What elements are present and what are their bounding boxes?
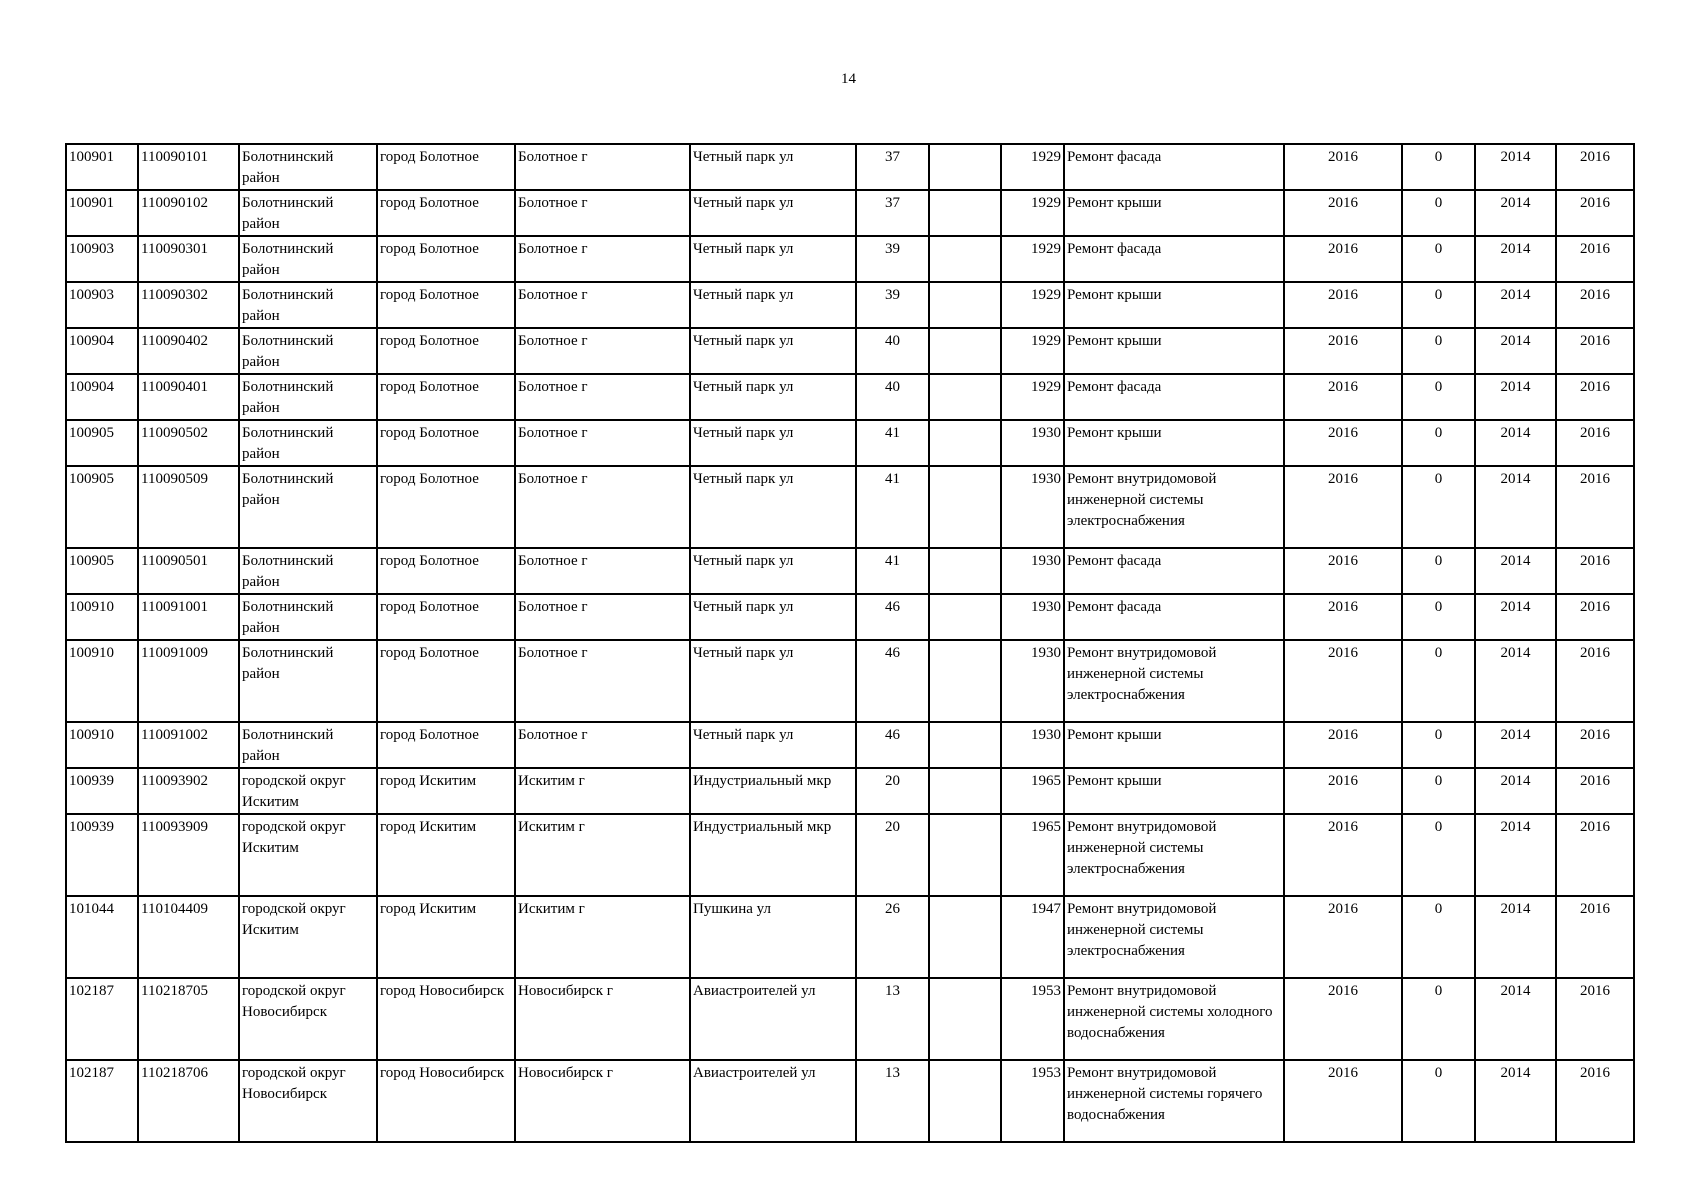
table-row xyxy=(66,1060,1634,1142)
cell-work-id: 110090302 xyxy=(138,282,239,328)
cell-house-number: 46 xyxy=(856,594,929,640)
cell-district: городской округ Искитим xyxy=(239,814,377,896)
cell-work-type: Ремонт внутридомовой инженерной системы горячего водоснабжения xyxy=(1064,1060,1284,1142)
cell-house-number: 13 xyxy=(856,978,929,1060)
table-row xyxy=(66,814,1634,896)
cell-plan-year: 2016 xyxy=(1284,548,1402,594)
cell-construction-year: 1929 xyxy=(1001,328,1064,374)
table-row xyxy=(66,144,1634,190)
cell-locality: Новосибирск г xyxy=(515,1060,690,1142)
cell-construction-year: 1953 xyxy=(1001,978,1064,1060)
cell-work-id: 110218705 xyxy=(138,978,239,1060)
cell-work-id: 110090402 xyxy=(138,328,239,374)
cell-value: 0 xyxy=(1402,768,1475,814)
cell-house-id: 100901 xyxy=(66,144,138,190)
cell-house-number: 41 xyxy=(856,420,929,466)
cell-work-id: 110090401 xyxy=(138,374,239,420)
cell-construction-year: 1929 xyxy=(1001,282,1064,328)
cell-house-number: 26 xyxy=(856,896,929,978)
cell-house-id: 100910 xyxy=(66,640,138,722)
cell-work-id: 110104409 xyxy=(138,896,239,978)
cell-value: 0 xyxy=(1402,896,1475,978)
cell-locality: Болотное г xyxy=(515,722,690,768)
cell-municipality: город Новосибирск xyxy=(377,1060,515,1142)
cell-locality: Болотное г xyxy=(515,236,690,282)
cell-value: 0 xyxy=(1402,190,1475,236)
cell-plan-year: 2016 xyxy=(1284,420,1402,466)
cell-district: Болотнинский район xyxy=(239,548,377,594)
cell-municipality: город Болотное xyxy=(377,236,515,282)
cell-house-number: 37 xyxy=(856,190,929,236)
repair-schedule-table xyxy=(65,143,1635,1143)
cell-district: городской округ Новосибирск xyxy=(239,978,377,1060)
cell-house-number: 41 xyxy=(856,466,929,548)
cell-value: 0 xyxy=(1402,978,1475,1060)
cell-work-type: Ремонт крыши xyxy=(1064,190,1284,236)
cell-street: Четный парк ул xyxy=(690,548,856,594)
cell-plan-year: 2016 xyxy=(1284,722,1402,768)
cell-period-start: 2014 xyxy=(1475,282,1556,328)
cell-house-id: 102187 xyxy=(66,1060,138,1142)
cell-district: Болотнинский район xyxy=(239,374,377,420)
cell-district: городской округ Искитим xyxy=(239,896,377,978)
cell-value: 0 xyxy=(1402,420,1475,466)
table-row xyxy=(66,722,1634,768)
cell-construction-year: 1930 xyxy=(1001,466,1064,548)
cell-work-id: 110090501 xyxy=(138,548,239,594)
cell-work-id: 110090301 xyxy=(138,236,239,282)
cell-house-number: 37 xyxy=(856,144,929,190)
cell-period-end: 2016 xyxy=(1556,814,1634,896)
cell-district: городской округ Искитим xyxy=(239,768,377,814)
table-row xyxy=(66,328,1634,374)
cell-building xyxy=(929,1060,1001,1142)
cell-period-start: 2014 xyxy=(1475,768,1556,814)
table-row xyxy=(66,190,1634,236)
cell-plan-year: 2016 xyxy=(1284,640,1402,722)
cell-period-start: 2014 xyxy=(1475,594,1556,640)
cell-period-end: 2016 xyxy=(1556,1060,1634,1142)
cell-period-start: 2014 xyxy=(1475,236,1556,282)
cell-period-start: 2014 xyxy=(1475,466,1556,548)
cell-street: Пушкина ул xyxy=(690,896,856,978)
cell-plan-year: 2016 xyxy=(1284,466,1402,548)
cell-locality: Болотное г xyxy=(515,144,690,190)
cell-district: Болотнинский район xyxy=(239,466,377,548)
cell-house-id: 100939 xyxy=(66,814,138,896)
cell-house-id: 100905 xyxy=(66,466,138,548)
cell-period-start: 2014 xyxy=(1475,640,1556,722)
cell-house-number: 41 xyxy=(856,548,929,594)
cell-street: Авиастроителей ул xyxy=(690,978,856,1060)
cell-municipality: город Искитим xyxy=(377,896,515,978)
cell-construction-year: 1930 xyxy=(1001,722,1064,768)
cell-plan-year: 2016 xyxy=(1284,896,1402,978)
table-row xyxy=(66,466,1634,548)
cell-value: 0 xyxy=(1402,814,1475,896)
cell-construction-year: 1929 xyxy=(1001,190,1064,236)
cell-work-type: Ремонт фасада xyxy=(1064,236,1284,282)
cell-period-end: 2016 xyxy=(1556,374,1634,420)
cell-locality: Болотное г xyxy=(515,190,690,236)
cell-locality: Болотное г xyxy=(515,466,690,548)
cell-work-type: Ремонт внутридомовой инженерной системы электроснабжения xyxy=(1064,896,1284,978)
cell-period-start: 2014 xyxy=(1475,722,1556,768)
cell-work-type: Ремонт фасада xyxy=(1064,548,1284,594)
page-number: 14 xyxy=(841,71,856,87)
table-row xyxy=(66,768,1634,814)
cell-street: Авиастроителей ул xyxy=(690,1060,856,1142)
cell-building xyxy=(929,466,1001,548)
cell-locality: Болотное г xyxy=(515,374,690,420)
cell-period-start: 2014 xyxy=(1475,420,1556,466)
cell-locality: Болотное г xyxy=(515,548,690,594)
cell-locality: Новосибирск г xyxy=(515,978,690,1060)
cell-work-id: 110093902 xyxy=(138,768,239,814)
cell-period-start: 2014 xyxy=(1475,896,1556,978)
cell-plan-year: 2016 xyxy=(1284,1060,1402,1142)
cell-period-end: 2016 xyxy=(1556,896,1634,978)
cell-locality: Болотное г xyxy=(515,640,690,722)
cell-building xyxy=(929,236,1001,282)
cell-building xyxy=(929,548,1001,594)
cell-district: Болотнинский район xyxy=(239,282,377,328)
cell-street: Четный парк ул xyxy=(690,282,856,328)
cell-construction-year: 1929 xyxy=(1001,236,1064,282)
cell-construction-year: 1929 xyxy=(1001,374,1064,420)
cell-building xyxy=(929,896,1001,978)
cell-house-id: 100905 xyxy=(66,548,138,594)
cell-house-id: 100903 xyxy=(66,236,138,282)
cell-locality: Болотное г xyxy=(515,282,690,328)
cell-house-number: 39 xyxy=(856,282,929,328)
cell-municipality: город Новосибирск xyxy=(377,978,515,1060)
cell-plan-year: 2016 xyxy=(1284,190,1402,236)
cell-period-end: 2016 xyxy=(1556,640,1634,722)
cell-municipality: город Искитим xyxy=(377,814,515,896)
cell-district: городской округ Новосибирск xyxy=(239,1060,377,1142)
cell-plan-year: 2016 xyxy=(1284,594,1402,640)
cell-period-start: 2014 xyxy=(1475,978,1556,1060)
cell-house-number: 20 xyxy=(856,768,929,814)
cell-district: Болотнинский район xyxy=(239,420,377,466)
cell-value: 0 xyxy=(1402,466,1475,548)
cell-work-id: 110090509 xyxy=(138,466,239,548)
table-row xyxy=(66,420,1634,466)
cell-district: Болотнинский район xyxy=(239,144,377,190)
table-row xyxy=(66,896,1634,978)
cell-building xyxy=(929,144,1001,190)
cell-value: 0 xyxy=(1402,640,1475,722)
cell-street: Четный парк ул xyxy=(690,722,856,768)
cell-building xyxy=(929,640,1001,722)
cell-plan-year: 2016 xyxy=(1284,768,1402,814)
cell-street: Четный парк ул xyxy=(690,144,856,190)
cell-value: 0 xyxy=(1402,374,1475,420)
cell-plan-year: 2016 xyxy=(1284,328,1402,374)
cell-building xyxy=(929,722,1001,768)
table-row xyxy=(66,640,1634,722)
table-row xyxy=(66,594,1634,640)
cell-period-end: 2016 xyxy=(1556,594,1634,640)
cell-work-id: 110090502 xyxy=(138,420,239,466)
cell-work-id: 110091001 xyxy=(138,594,239,640)
cell-street: Четный парк ул xyxy=(690,640,856,722)
cell-work-id: 110218706 xyxy=(138,1060,239,1142)
cell-house-id: 100901 xyxy=(66,190,138,236)
cell-street: Четный парк ул xyxy=(690,328,856,374)
cell-work-type: Ремонт фасада xyxy=(1064,374,1284,420)
cell-period-end: 2016 xyxy=(1556,722,1634,768)
cell-house-id: 100904 xyxy=(66,328,138,374)
cell-period-end: 2016 xyxy=(1556,190,1634,236)
cell-building xyxy=(929,594,1001,640)
cell-building xyxy=(929,190,1001,236)
cell-house-number: 39 xyxy=(856,236,929,282)
cell-municipality: город Болотное xyxy=(377,144,515,190)
cell-street: Четный парк ул xyxy=(690,420,856,466)
cell-municipality: город Болотное xyxy=(377,374,515,420)
cell-period-start: 2014 xyxy=(1475,814,1556,896)
cell-value: 0 xyxy=(1402,1060,1475,1142)
cell-construction-year: 1930 xyxy=(1001,420,1064,466)
cell-work-id: 110091002 xyxy=(138,722,239,768)
cell-street: Четный парк ул xyxy=(690,236,856,282)
cell-period-end: 2016 xyxy=(1556,548,1634,594)
cell-house-id: 100939 xyxy=(66,768,138,814)
cell-municipality: город Болотное xyxy=(377,594,515,640)
cell-period-start: 2014 xyxy=(1475,190,1556,236)
cell-house-number: 46 xyxy=(856,722,929,768)
cell-period-end: 2016 xyxy=(1556,144,1634,190)
cell-period-end: 2016 xyxy=(1556,978,1634,1060)
cell-house-number: 13 xyxy=(856,1060,929,1142)
cell-house-id: 100905 xyxy=(66,420,138,466)
cell-district: Болотнинский район xyxy=(239,190,377,236)
cell-construction-year: 1930 xyxy=(1001,594,1064,640)
table-row xyxy=(66,548,1634,594)
cell-value: 0 xyxy=(1402,722,1475,768)
cell-locality: Болотное г xyxy=(515,594,690,640)
cell-building xyxy=(929,282,1001,328)
cell-period-end: 2016 xyxy=(1556,768,1634,814)
cell-plan-year: 2016 xyxy=(1284,374,1402,420)
cell-period-start: 2014 xyxy=(1475,144,1556,190)
cell-construction-year: 1965 xyxy=(1001,814,1064,896)
cell-work-type: Ремонт крыши xyxy=(1064,328,1284,374)
cell-locality: Искитим г xyxy=(515,896,690,978)
cell-construction-year: 1953 xyxy=(1001,1060,1064,1142)
cell-work-type: Ремонт фасада xyxy=(1064,144,1284,190)
cell-building xyxy=(929,328,1001,374)
cell-house-number: 20 xyxy=(856,814,929,896)
cell-house-id: 100904 xyxy=(66,374,138,420)
cell-work-id: 110090102 xyxy=(138,190,239,236)
table-body xyxy=(66,144,1634,1142)
cell-value: 0 xyxy=(1402,236,1475,282)
cell-construction-year: 1947 xyxy=(1001,896,1064,978)
cell-municipality: город Болотное xyxy=(377,466,515,548)
cell-street: Индустриальный мкр xyxy=(690,768,856,814)
cell-period-end: 2016 xyxy=(1556,466,1634,548)
table-row xyxy=(66,282,1634,328)
cell-value: 0 xyxy=(1402,548,1475,594)
cell-building xyxy=(929,374,1001,420)
cell-period-start: 2014 xyxy=(1475,548,1556,594)
cell-value: 0 xyxy=(1402,328,1475,374)
cell-period-start: 2014 xyxy=(1475,328,1556,374)
cell-municipality: город Болотное xyxy=(377,282,515,328)
cell-municipality: город Болотное xyxy=(377,328,515,374)
cell-municipality: город Искитим xyxy=(377,768,515,814)
cell-locality: Искитим г xyxy=(515,814,690,896)
cell-house-id: 100910 xyxy=(66,594,138,640)
cell-work-id: 110090101 xyxy=(138,144,239,190)
cell-work-type: Ремонт внутридомовой инженерной системы электроснабжения xyxy=(1064,814,1284,896)
cell-period-end: 2016 xyxy=(1556,236,1634,282)
cell-house-id: 100910 xyxy=(66,722,138,768)
cell-plan-year: 2016 xyxy=(1284,814,1402,896)
cell-building xyxy=(929,814,1001,896)
cell-locality: Болотное г xyxy=(515,420,690,466)
cell-period-start: 2014 xyxy=(1475,1060,1556,1142)
cell-house-id: 101044 xyxy=(66,896,138,978)
cell-construction-year: 1965 xyxy=(1001,768,1064,814)
cell-municipality: город Болотное xyxy=(377,722,515,768)
cell-work-type: Ремонт крыши xyxy=(1064,420,1284,466)
cell-district: Болотнинский район xyxy=(239,640,377,722)
cell-plan-year: 2016 xyxy=(1284,236,1402,282)
table-row xyxy=(66,978,1634,1060)
cell-building xyxy=(929,768,1001,814)
cell-work-type: Ремонт внутридомовой инженерной системы холодного водоснабжения xyxy=(1064,978,1284,1060)
cell-period-start: 2014 xyxy=(1475,374,1556,420)
cell-period-end: 2016 xyxy=(1556,328,1634,374)
cell-municipality: город Болотное xyxy=(377,190,515,236)
cell-value: 0 xyxy=(1402,282,1475,328)
cell-building xyxy=(929,420,1001,466)
cell-street: Четный парк ул xyxy=(690,374,856,420)
cell-municipality: город Болотное xyxy=(377,640,515,722)
cell-building xyxy=(929,978,1001,1060)
cell-district: Болотнинский район xyxy=(239,722,377,768)
cell-district: Болотнинский район xyxy=(239,594,377,640)
cell-work-type: Ремонт внутридомовой инженерной системы электроснабжения xyxy=(1064,466,1284,548)
cell-municipality: город Болотное xyxy=(377,548,515,594)
cell-work-type: Ремонт крыши xyxy=(1064,722,1284,768)
cell-value: 0 xyxy=(1402,594,1475,640)
cell-work-id: 110093909 xyxy=(138,814,239,896)
cell-house-id: 100903 xyxy=(66,282,138,328)
cell-house-number: 46 xyxy=(856,640,929,722)
cell-plan-year: 2016 xyxy=(1284,144,1402,190)
cell-district: Болотнинский район xyxy=(239,328,377,374)
table-row xyxy=(66,236,1634,282)
table-row xyxy=(66,374,1634,420)
cell-work-type: Ремонт крыши xyxy=(1064,768,1284,814)
cell-house-number: 40 xyxy=(856,328,929,374)
cell-locality: Болотное г xyxy=(515,328,690,374)
cell-house-number: 40 xyxy=(856,374,929,420)
cell-house-id: 102187 xyxy=(66,978,138,1060)
cell-district: Болотнинский район xyxy=(239,236,377,282)
cell-work-type: Ремонт внутридомовой инженерной системы электроснабжения xyxy=(1064,640,1284,722)
cell-construction-year: 1930 xyxy=(1001,640,1064,722)
cell-work-type: Ремонт фасада xyxy=(1064,594,1284,640)
cell-street: Индустриальный мкр xyxy=(690,814,856,896)
cell-work-type: Ремонт крыши xyxy=(1064,282,1284,328)
cell-street: Четный парк ул xyxy=(690,594,856,640)
cell-plan-year: 2016 xyxy=(1284,282,1402,328)
cell-plan-year: 2016 xyxy=(1284,978,1402,1060)
cell-street: Четный парк ул xyxy=(690,466,856,548)
cell-locality: Искитим г xyxy=(515,768,690,814)
cell-work-id: 110091009 xyxy=(138,640,239,722)
cell-construction-year: 1930 xyxy=(1001,548,1064,594)
cell-period-end: 2016 xyxy=(1556,282,1634,328)
cell-value: 0 xyxy=(1402,144,1475,190)
cell-construction-year: 1929 xyxy=(1001,144,1064,190)
cell-municipality: город Болотное xyxy=(377,420,515,466)
cell-period-end: 2016 xyxy=(1556,420,1634,466)
cell-street: Четный парк ул xyxy=(690,190,856,236)
